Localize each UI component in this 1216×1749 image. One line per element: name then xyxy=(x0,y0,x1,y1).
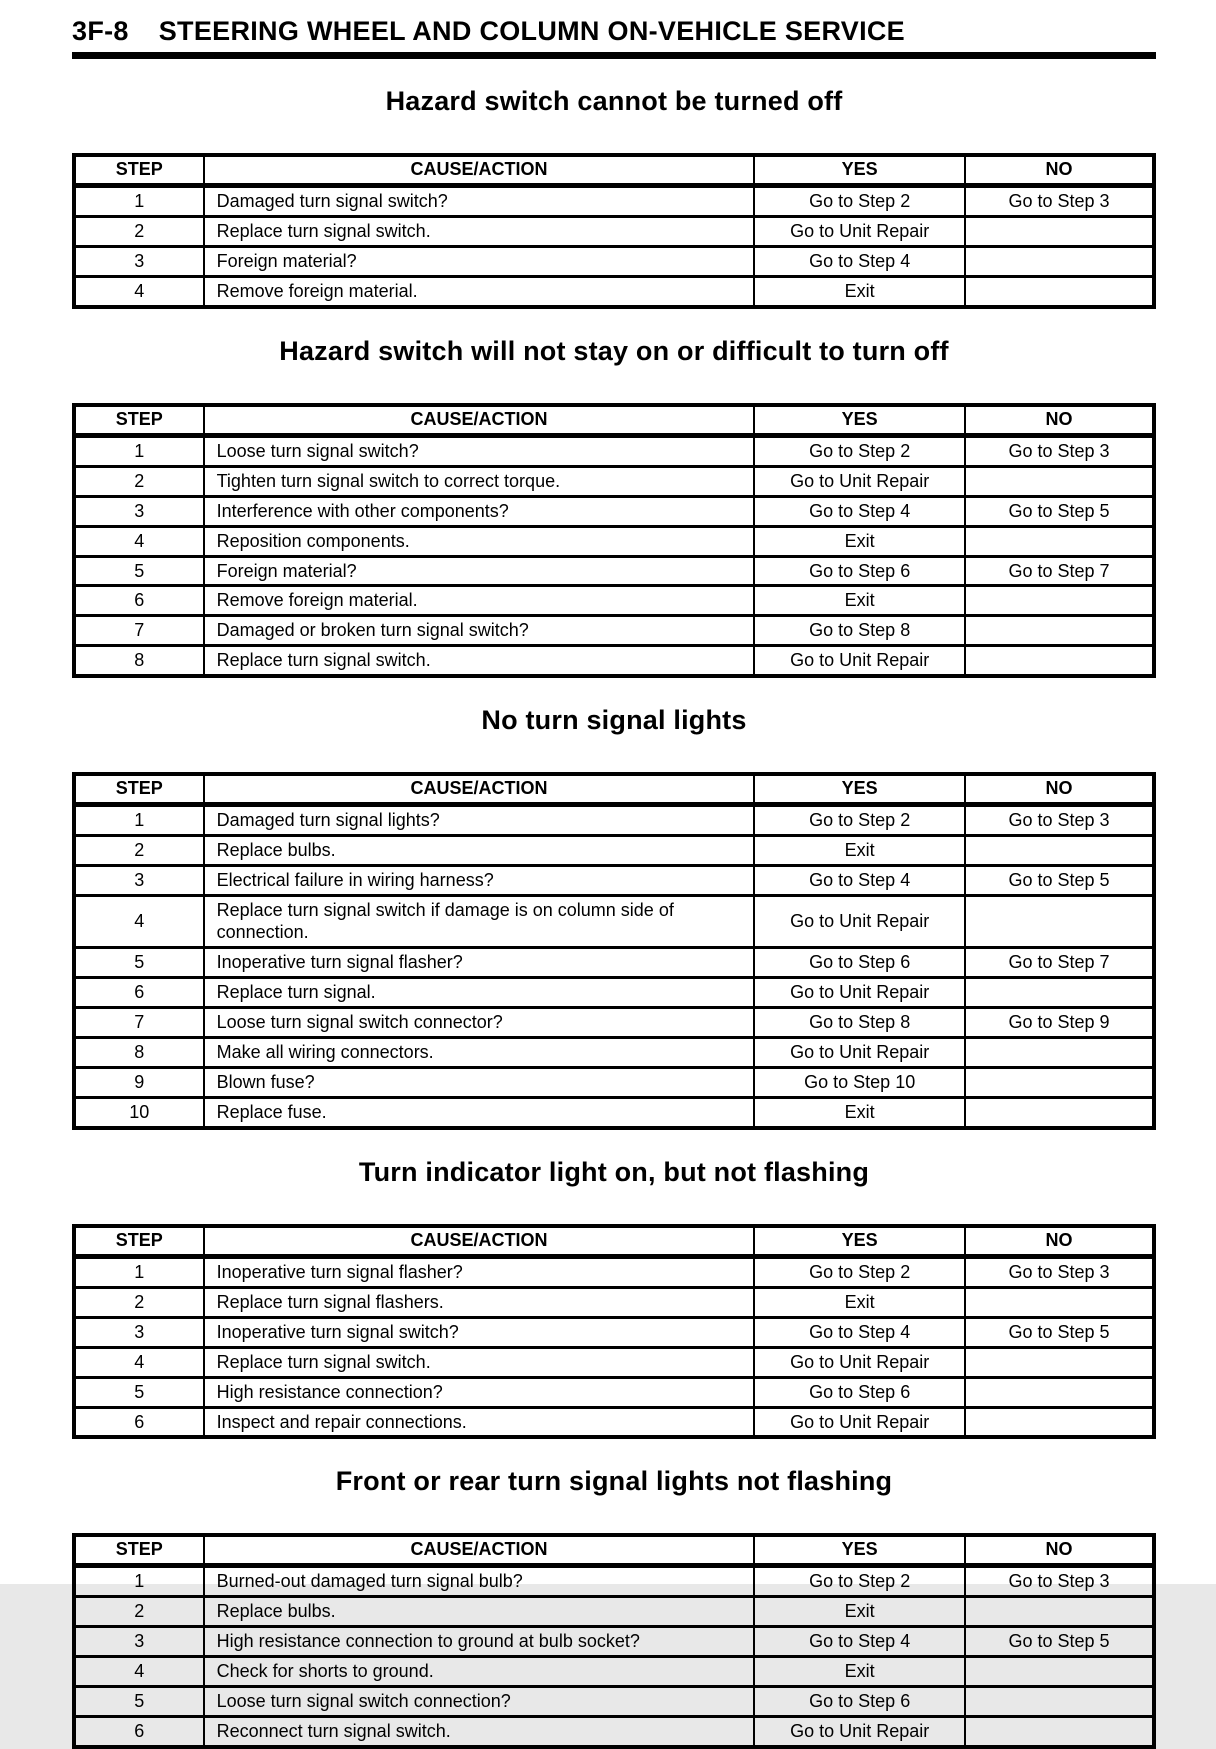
column-header-cause: CAUSE/ACTION xyxy=(204,1535,755,1565)
column-header-step: STEP xyxy=(74,155,204,185)
no-cell: Go to Step 9 xyxy=(965,1007,1154,1037)
section-title: Front or rear turn signal lights not flashing xyxy=(335,1466,893,1497)
section-front-rear-not-flashing xyxy=(72,1466,1156,1749)
column-header-step: STEP xyxy=(74,405,204,435)
table-row xyxy=(74,1097,1154,1127)
page-header xyxy=(72,16,1156,47)
cause-cell: Interference with other components? xyxy=(204,496,755,526)
table-row xyxy=(74,185,1154,216)
cause-cell: Replace turn signal switch if damage is on column side of connection. xyxy=(204,896,755,948)
cause-cell: Replace turn signal. xyxy=(204,978,755,1008)
table-header-row xyxy=(74,405,1154,435)
step-cell: 8 xyxy=(74,1037,204,1067)
no-cell xyxy=(965,836,1154,866)
no-cell xyxy=(965,1717,1154,1747)
cause-cell: Inspect and repair connections. xyxy=(204,1407,755,1437)
yes-cell: Go to Step 2 xyxy=(754,1256,965,1287)
cause-cell: Replace turn signal switch. xyxy=(204,1347,755,1377)
step-cell: 4 xyxy=(74,1347,204,1377)
section-title: Turn indicator light on, but not flashing xyxy=(358,1156,870,1187)
step-cell: 1 xyxy=(74,185,204,216)
cause-cell: Make all wiring connectors. xyxy=(204,1037,755,1067)
troubleshooting-table xyxy=(72,1533,1156,1749)
cause-cell: Replace bulbs. xyxy=(204,836,755,866)
step-cell: 3 xyxy=(74,496,204,526)
table-row xyxy=(74,1007,1154,1037)
table-row xyxy=(74,1347,1154,1377)
table-row xyxy=(74,646,1154,676)
yes-cell: Go to Unit Repair xyxy=(754,1407,965,1437)
cause-cell: Damaged turn signal lights? xyxy=(204,805,755,836)
cause-cell: Electrical failure in wiring harness? xyxy=(204,866,755,896)
table-header-row xyxy=(74,155,1154,185)
cause-cell: Remove foreign material. xyxy=(204,276,755,306)
table-row xyxy=(74,276,1154,306)
no-cell xyxy=(965,896,1154,948)
step-cell: 1 xyxy=(74,1256,204,1287)
column-header-yes: YES xyxy=(754,1535,965,1565)
cause-cell: Reposition components. xyxy=(204,526,755,556)
section-title: Hazard switch will not stay on or difficult to turn off xyxy=(279,335,949,366)
yes-cell: Go to Step 4 xyxy=(754,1317,965,1347)
step-cell: 2 xyxy=(74,216,204,246)
table-row xyxy=(74,556,1154,586)
table-row xyxy=(74,1597,1154,1627)
table-row xyxy=(74,1657,1154,1687)
yes-cell: Go to Step 2 xyxy=(754,805,965,836)
no-cell: Go to Step 3 xyxy=(965,185,1154,216)
column-header-cause: CAUSE/ACTION xyxy=(204,1226,755,1256)
yes-cell: Exit xyxy=(754,836,965,866)
cause-cell: Replace fuse. xyxy=(204,1097,755,1127)
yes-cell: Go to Step 6 xyxy=(754,1377,965,1407)
troubleshooting-table xyxy=(72,1224,1156,1440)
step-cell: 8 xyxy=(74,646,204,676)
no-cell xyxy=(965,1377,1154,1407)
yes-cell: Exit xyxy=(754,1097,965,1127)
table-row xyxy=(74,616,1154,646)
no-cell xyxy=(965,1097,1154,1127)
page-code: 3F-8 xyxy=(72,16,129,46)
yes-cell: Exit xyxy=(754,276,965,306)
no-cell: Go to Step 7 xyxy=(965,556,1154,586)
section-no-turn-signal-lights xyxy=(72,705,1156,1129)
no-cell: Go to Step 3 xyxy=(965,805,1154,836)
cause-cell: Inoperative turn signal flasher? xyxy=(204,948,755,978)
cause-cell: Replace bulbs. xyxy=(204,1597,755,1627)
no-cell xyxy=(965,1037,1154,1067)
column-header-step: STEP xyxy=(74,1226,204,1256)
troubleshooting-table xyxy=(72,403,1156,679)
no-cell xyxy=(965,646,1154,676)
no-cell xyxy=(965,246,1154,276)
table-row xyxy=(74,836,1154,866)
yes-cell: Go to Step 4 xyxy=(754,246,965,276)
yes-cell: Exit xyxy=(754,586,965,616)
section-indicator-on-not-flashing xyxy=(72,1157,1156,1440)
table-row xyxy=(74,948,1154,978)
cause-cell: Tighten turn signal switch to correct torque. xyxy=(204,466,755,496)
yes-cell: Go to Step 2 xyxy=(754,1566,965,1597)
step-cell: 5 xyxy=(74,1687,204,1717)
yes-cell: Go to Unit Repair xyxy=(754,1717,965,1747)
cause-cell: Inoperative turn signal flasher? xyxy=(204,1256,755,1287)
header-rule xyxy=(72,52,1156,59)
yes-cell: Exit xyxy=(754,1287,965,1317)
cause-cell: Replace turn signal flashers. xyxy=(204,1287,755,1317)
cause-cell: Blown fuse? xyxy=(204,1067,755,1097)
yes-cell: Go to Unit Repair xyxy=(754,466,965,496)
step-cell: 6 xyxy=(74,586,204,616)
table-row xyxy=(74,1067,1154,1097)
step-cell: 6 xyxy=(74,1407,204,1437)
yes-cell: Go to Step 2 xyxy=(754,435,965,466)
cause-cell: Loose turn signal switch connector? xyxy=(204,1007,755,1037)
no-cell xyxy=(965,466,1154,496)
table-row xyxy=(74,1377,1154,1407)
step-cell: 7 xyxy=(74,616,204,646)
table-row xyxy=(74,1287,1154,1317)
column-header-step: STEP xyxy=(74,774,204,804)
column-header-no: NO xyxy=(965,1226,1154,1256)
no-cell xyxy=(965,1597,1154,1627)
column-header-no: NO xyxy=(965,1535,1154,1565)
step-cell: 5 xyxy=(74,1377,204,1407)
cause-cell: Loose turn signal switch? xyxy=(204,435,755,466)
step-cell: 4 xyxy=(74,276,204,306)
troubleshooting-table xyxy=(72,153,1156,309)
yes-cell: Go to Step 2 xyxy=(754,185,965,216)
table-row xyxy=(74,1037,1154,1067)
no-cell xyxy=(965,978,1154,1008)
yes-cell: Go to Step 4 xyxy=(754,496,965,526)
table-row xyxy=(74,896,1154,948)
column-header-no: NO xyxy=(965,155,1154,185)
column-header-yes: YES xyxy=(754,405,965,435)
no-cell xyxy=(965,276,1154,306)
yes-cell: Go to Unit Repair xyxy=(754,978,965,1008)
column-header-cause: CAUSE/ACTION xyxy=(204,774,755,804)
column-header-yes: YES xyxy=(754,155,965,185)
yes-cell: Go to Step 8 xyxy=(754,1007,965,1037)
yes-cell: Exit xyxy=(754,1597,965,1627)
no-cell xyxy=(965,1287,1154,1317)
no-cell xyxy=(965,616,1154,646)
column-header-cause: CAUSE/ACTION xyxy=(204,155,755,185)
yes-cell: Go to Unit Repair xyxy=(754,1347,965,1377)
cause-cell: Inoperative turn signal switch? xyxy=(204,1317,755,1347)
no-cell: Go to Step 3 xyxy=(965,1566,1154,1597)
cause-cell: Replace turn signal switch. xyxy=(204,216,755,246)
yes-cell: Exit xyxy=(754,1657,965,1687)
page-title: STEERING WHEEL AND COLUMN ON-VEHICLE SERVICE xyxy=(158,16,905,46)
cause-cell: High resistance connection to ground at bulb socket? xyxy=(204,1627,755,1657)
step-cell: 6 xyxy=(74,1717,204,1747)
yes-cell: Go to Step 6 xyxy=(754,556,965,586)
cause-cell: Damaged or broken turn signal switch? xyxy=(204,616,755,646)
table-row xyxy=(74,805,1154,836)
yes-cell: Go to Unit Repair xyxy=(754,896,965,948)
step-cell: 10 xyxy=(74,1097,204,1127)
step-cell: 4 xyxy=(74,1657,204,1687)
cause-cell: Foreign material? xyxy=(204,246,755,276)
yes-cell: Go to Step 10 xyxy=(754,1067,965,1097)
yes-cell: Go to Unit Repair xyxy=(754,1037,965,1067)
table-header-row xyxy=(74,1226,1154,1256)
no-cell: Go to Step 5 xyxy=(965,496,1154,526)
cause-cell: Check for shorts to ground. xyxy=(204,1657,755,1687)
cause-cell: Burned-out damaged turn signal bulb? xyxy=(204,1566,755,1597)
no-cell xyxy=(965,526,1154,556)
table-row xyxy=(74,1407,1154,1437)
step-cell: 2 xyxy=(74,1597,204,1627)
no-cell xyxy=(965,1067,1154,1097)
step-cell: 6 xyxy=(74,978,204,1008)
table-row xyxy=(74,866,1154,896)
column-header-no: NO xyxy=(965,774,1154,804)
yes-cell: Exit xyxy=(754,526,965,556)
step-cell: 3 xyxy=(74,246,204,276)
table-row xyxy=(74,978,1154,1008)
no-cell xyxy=(965,216,1154,246)
cause-cell: Reconnect turn signal switch. xyxy=(204,1717,755,1747)
step-cell: 1 xyxy=(74,805,204,836)
column-header-yes: YES xyxy=(754,774,965,804)
yes-cell: Go to Step 8 xyxy=(754,616,965,646)
table-header-row xyxy=(74,774,1154,804)
table-row xyxy=(74,586,1154,616)
column-header-step: STEP xyxy=(74,1535,204,1565)
step-cell: 5 xyxy=(74,948,204,978)
no-cell xyxy=(965,1687,1154,1717)
section-hazard-will-not-stay-on xyxy=(72,336,1156,679)
cause-cell: Remove foreign material. xyxy=(204,586,755,616)
no-cell: Go to Step 3 xyxy=(965,1256,1154,1287)
table-row xyxy=(74,1717,1154,1747)
table-row xyxy=(74,496,1154,526)
no-cell: Go to Step 5 xyxy=(965,866,1154,896)
yes-cell: Go to Step 4 xyxy=(754,1627,965,1657)
table-row xyxy=(74,1566,1154,1597)
section-title: No turn signal lights xyxy=(481,705,747,736)
step-cell: 9 xyxy=(74,1067,204,1097)
table-row xyxy=(74,466,1154,496)
table-row xyxy=(74,435,1154,466)
table-row xyxy=(74,1317,1154,1347)
column-header-no: NO xyxy=(965,405,1154,435)
yes-cell: Go to Step 4 xyxy=(754,866,965,896)
step-cell: 1 xyxy=(74,435,204,466)
troubleshooting-table xyxy=(72,772,1156,1129)
step-cell: 3 xyxy=(74,866,204,896)
table-row xyxy=(74,1627,1154,1657)
cause-cell: Foreign material? xyxy=(204,556,755,586)
yes-cell: Go to Step 6 xyxy=(754,948,965,978)
yes-cell: Go to Unit Repair xyxy=(754,216,965,246)
cause-cell: Replace turn signal switch. xyxy=(204,646,755,676)
step-cell: 7 xyxy=(74,1007,204,1037)
section-title: Hazard switch cannot be turned off xyxy=(385,86,843,116)
no-cell xyxy=(965,1407,1154,1437)
no-cell xyxy=(965,586,1154,616)
table-row xyxy=(74,1256,1154,1287)
section-hazard-cannot-turn-off xyxy=(72,86,1156,309)
step-cell: 3 xyxy=(74,1627,204,1657)
column-header-yes: YES xyxy=(754,1226,965,1256)
no-cell xyxy=(965,1657,1154,1687)
column-header-cause: CAUSE/ACTION xyxy=(204,405,755,435)
step-cell: 2 xyxy=(74,1287,204,1317)
step-cell: 3 xyxy=(74,1317,204,1347)
table-header-row xyxy=(74,1535,1154,1565)
no-cell xyxy=(965,1347,1154,1377)
step-cell: 2 xyxy=(74,836,204,866)
cause-cell: High resistance connection? xyxy=(204,1377,755,1407)
no-cell: Go to Step 7 xyxy=(965,948,1154,978)
step-cell: 4 xyxy=(74,526,204,556)
table-row xyxy=(74,1687,1154,1717)
step-cell: 2 xyxy=(74,466,204,496)
yes-cell: Go to Step 6 xyxy=(754,1687,965,1717)
cause-cell: Loose turn signal switch connection? xyxy=(204,1687,755,1717)
step-cell: 1 xyxy=(74,1566,204,1597)
no-cell: Go to Step 5 xyxy=(965,1627,1154,1657)
table-row xyxy=(74,246,1154,276)
yes-cell: Go to Unit Repair xyxy=(754,646,965,676)
no-cell: Go to Step 5 xyxy=(965,1317,1154,1347)
step-cell: 5 xyxy=(74,556,204,586)
cause-cell: Damaged turn signal switch? xyxy=(204,185,755,216)
no-cell: Go to Step 3 xyxy=(965,435,1154,466)
table-row xyxy=(74,216,1154,246)
table-row xyxy=(74,526,1154,556)
step-cell: 4 xyxy=(74,896,204,948)
